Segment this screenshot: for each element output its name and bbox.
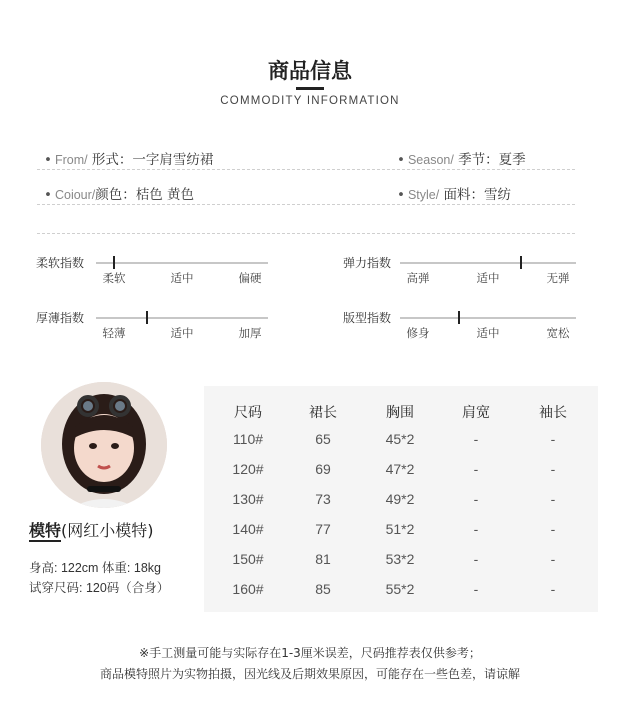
bullet-icon: •: [44, 152, 52, 168]
info-season-value: 季节：夏季: [458, 152, 526, 168]
size-table-cell: 51*2: [385, 521, 415, 537]
size-table-cell: -: [473, 521, 479, 537]
scale-tick-label: 适中: [476, 271, 500, 285]
size-table-cell: -: [550, 461, 556, 477]
size-table-cell: 77: [315, 521, 331, 537]
bullet-icon: •: [397, 152, 405, 168]
scale-tick-label: 适中: [476, 326, 500, 340]
size-table-cell: 85: [315, 581, 331, 597]
size-table-cell: -: [550, 581, 556, 597]
divider: [37, 204, 575, 205]
size-table-cell: 49*2: [385, 491, 415, 507]
scale-tick-label: 无弹: [546, 271, 570, 285]
scale-tick-label: 适中: [170, 326, 194, 340]
size-table-cell: 130#: [232, 491, 264, 507]
size-table-cell: 55*2: [385, 581, 415, 597]
bullet-icon: •: [397, 187, 405, 203]
scale-track: [96, 262, 268, 264]
scale-marker: [520, 256, 522, 269]
size-table-cell: 45*2: [385, 431, 415, 447]
divider: [37, 233, 575, 234]
scale-tick-label: 宽松: [546, 326, 570, 340]
page-title: 商品信息: [268, 59, 352, 83]
model-title: [29, 518, 154, 541]
size-table-cell: 110#: [232, 431, 264, 447]
model-fit: 试穿尺码: 120码（合身）: [29, 581, 170, 595]
size-table-cell: 53*2: [385, 551, 415, 567]
scale-label: 弹力指数: [343, 256, 392, 270]
size-table-cell: -: [473, 551, 479, 567]
size-table-cell: 65: [315, 431, 331, 447]
info-form: [44, 148, 213, 168]
scale-marker: [146, 311, 148, 324]
scale-tick-label: 修身: [406, 326, 430, 340]
scale-label: 厚薄指数: [36, 311, 85, 325]
size-table-cell: 81: [315, 551, 331, 567]
info-style: [397, 183, 511, 203]
title-underline: [296, 87, 324, 90]
info-form-value: 形式：一字肩雪纺裙: [91, 152, 214, 168]
size-table-cell: 120#: [232, 461, 264, 477]
scale-tick-label: 轻薄: [102, 326, 126, 340]
size-table-header: 袖长: [539, 405, 567, 421]
scale-label: 柔软指数: [36, 256, 85, 270]
scale-tick-label: 高弹: [406, 271, 430, 285]
size-table-cell: 69: [315, 461, 331, 477]
info-season-en: Season/: [407, 153, 454, 167]
size-table-cell: 160#: [232, 581, 264, 597]
size-table-cell: -: [550, 551, 556, 567]
divider: [37, 169, 575, 170]
size-table-cell: -: [473, 461, 479, 477]
size-table-header: 裙长: [309, 405, 337, 421]
info-form-en: From/: [54, 153, 88, 167]
note-measurement: ※手工测量可能与实际存在1-3厘米误差，尺码推荐表仅供参考；: [139, 646, 481, 660]
size-table-cell: 73: [315, 491, 331, 507]
size-table-cell: -: [550, 431, 556, 447]
scale-marker: [458, 311, 460, 324]
scale-track: [96, 317, 268, 319]
size-table-cell: 140#: [232, 521, 264, 537]
size-table-cell: -: [550, 521, 556, 537]
size-table-header: 尺码: [234, 405, 262, 421]
info-season: [397, 148, 526, 168]
info-style-value: 面料：雪纺: [443, 187, 512, 203]
scale-marker: [113, 256, 115, 269]
scale-tick-label: 加厚: [238, 326, 262, 340]
scale-track: [400, 317, 576, 319]
size-table-cell: -: [550, 491, 556, 507]
scale-tick-label: 偏硬: [238, 271, 262, 285]
bullet-icon: •: [44, 187, 52, 203]
size-table-header: 肩宽: [462, 405, 490, 421]
info-colour: [44, 183, 194, 203]
scale-label: 版型指数: [343, 311, 392, 325]
model-name-note: (网红小模特): [61, 521, 154, 540]
scale-tick-label: 适中: [170, 271, 194, 285]
model-stats: 身高: 122cm 体重: 18kg: [29, 561, 161, 575]
size-table-cell: -: [473, 491, 479, 507]
size-table-cell: -: [473, 431, 479, 447]
size-table-cell: 150#: [232, 551, 264, 567]
scale-track: [400, 262, 576, 264]
page-subtitle: COMMODITY INFORMATION: [220, 95, 400, 107]
size-table-header: 胸围: [386, 405, 414, 421]
note-color: 商品模特照片为实物拍摄，因光线及后期效果原因，可能存在一些色差，请谅解: [99, 667, 520, 681]
model-photo: [41, 382, 167, 508]
info-style-en: Style/: [407, 188, 440, 202]
model-name-bold: 模特: [29, 521, 62, 540]
info-colour-value: 颜色：桔色 黄色: [95, 187, 195, 203]
size-table-cell: 47*2: [385, 461, 415, 477]
size-table-cell: -: [473, 581, 479, 597]
info-colour-en: Coiour/: [54, 188, 96, 202]
scale-tick-label: 柔软: [102, 271, 126, 285]
